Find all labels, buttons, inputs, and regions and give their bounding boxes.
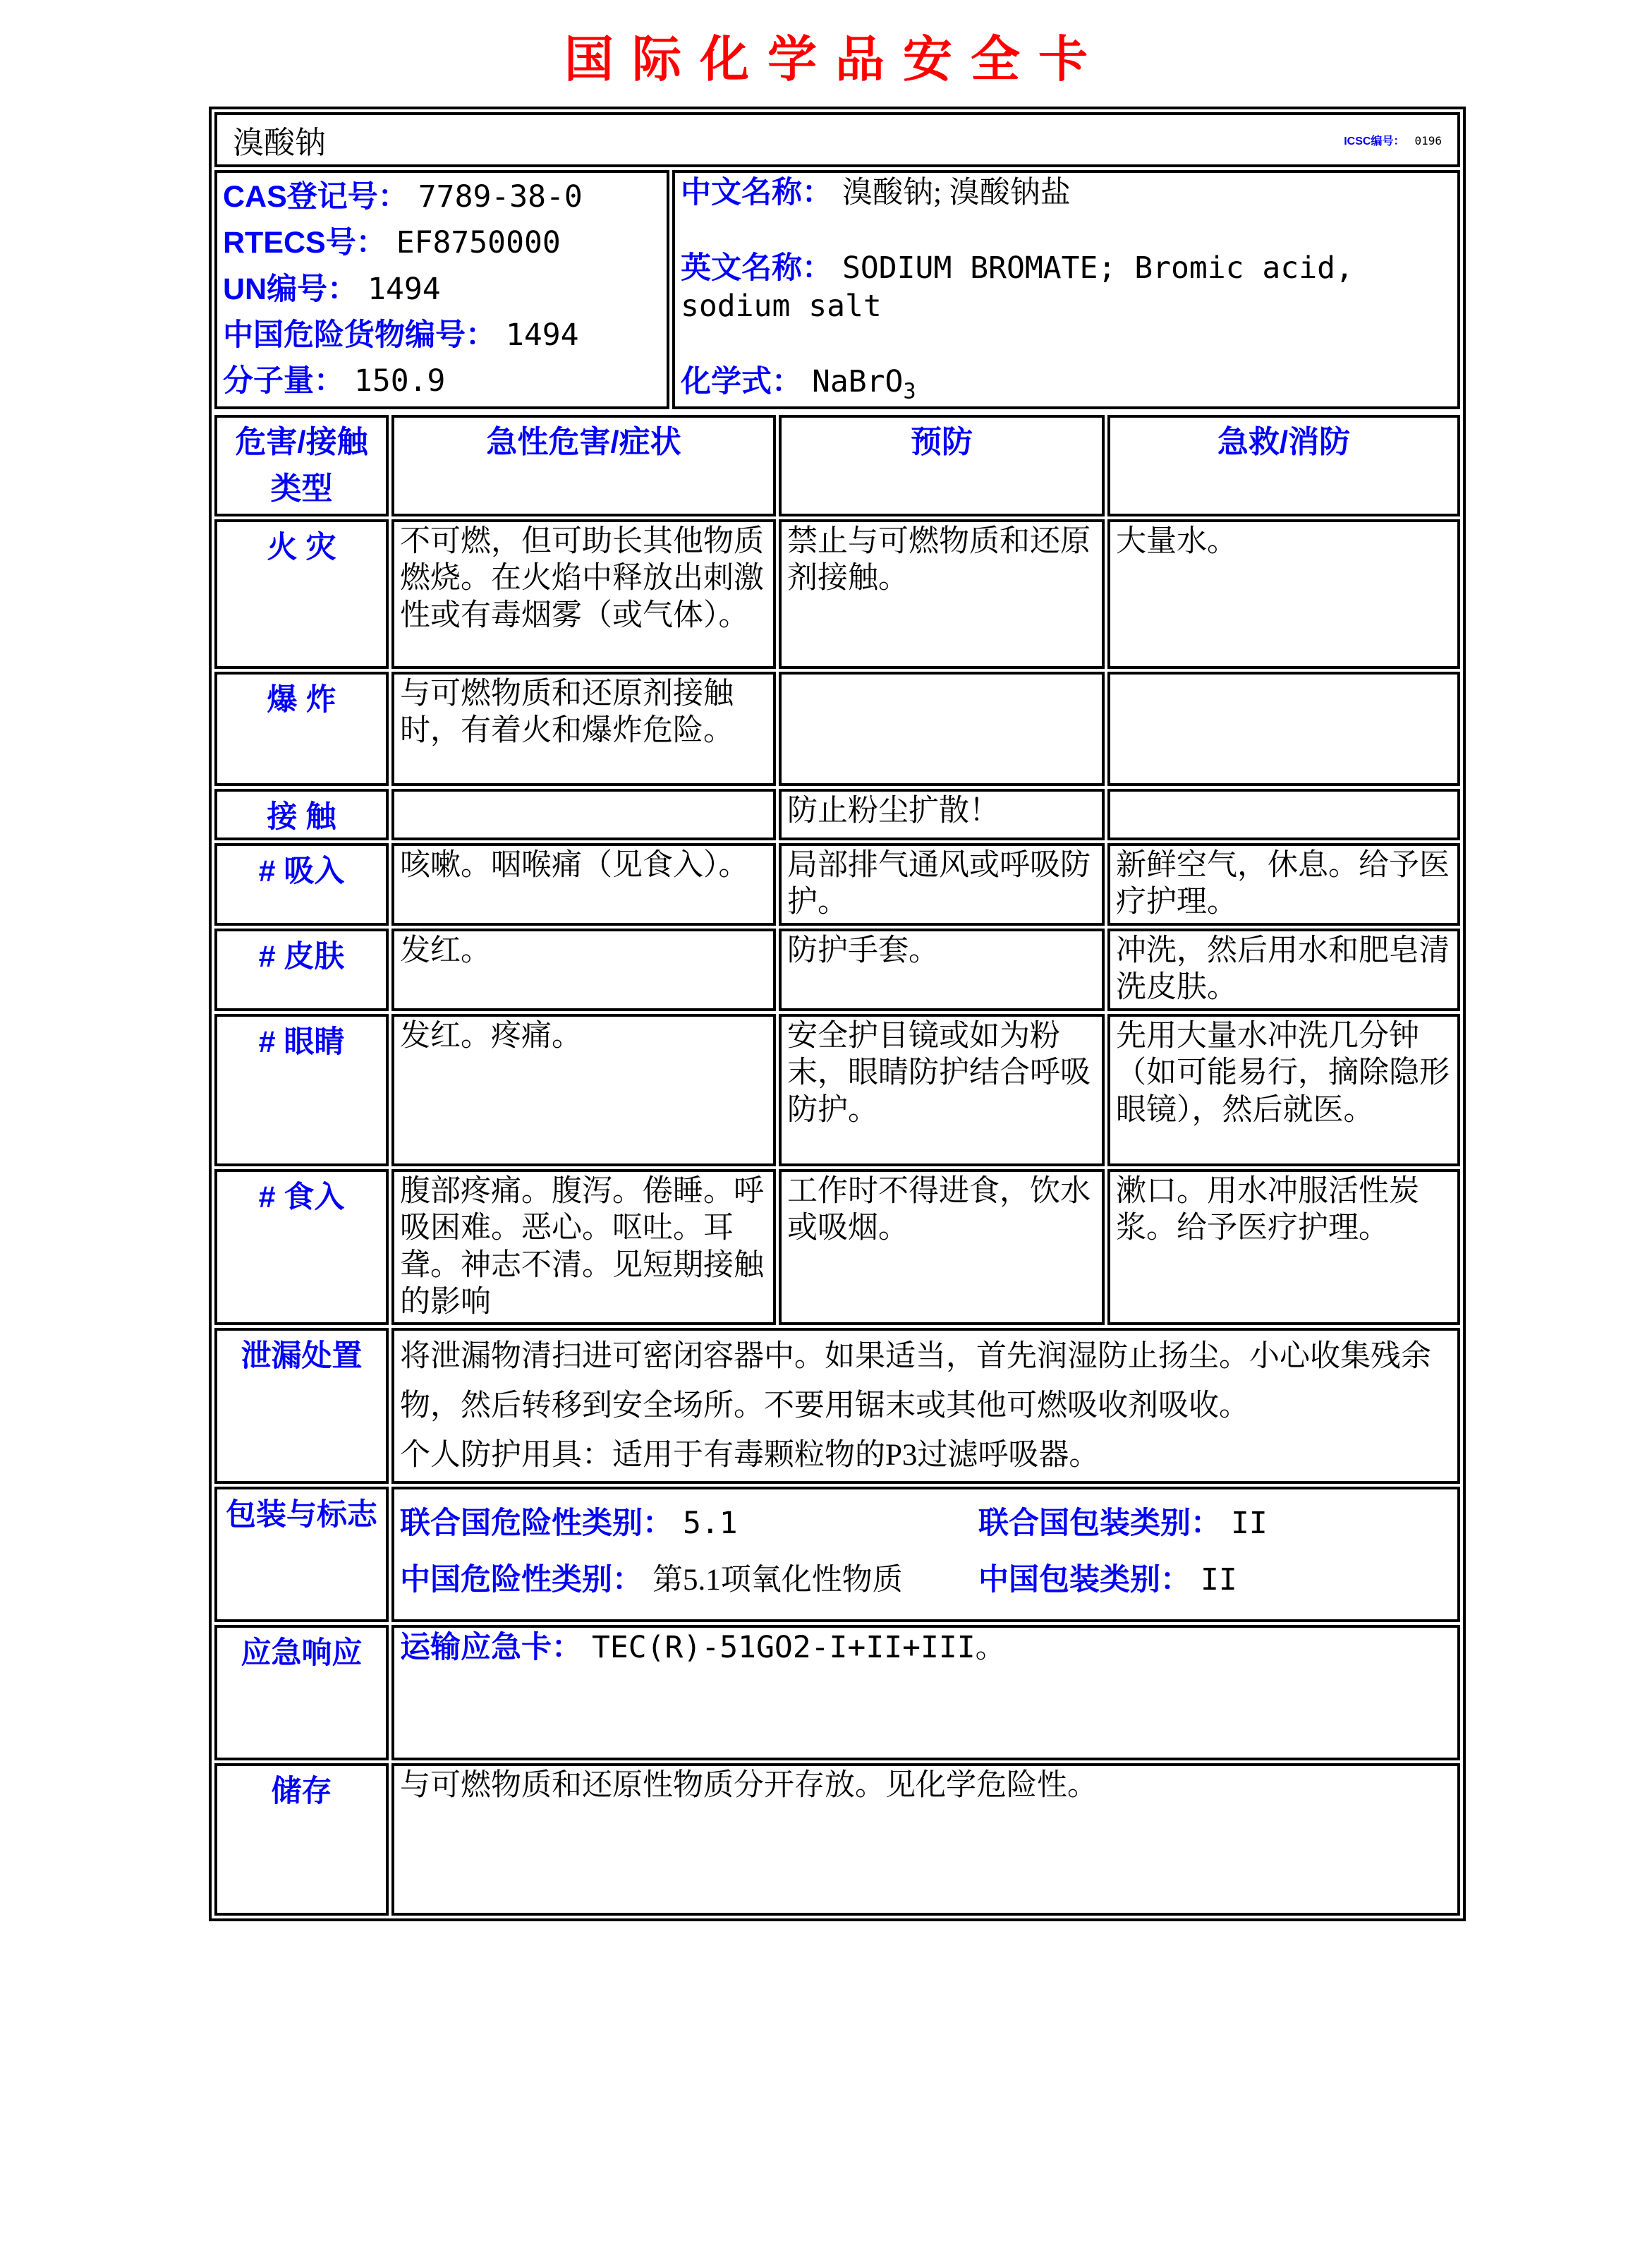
table-row-skin (214, 929, 1460, 1011)
un-packing-group-label: 联合国包装类别： (978, 1506, 1222, 1541)
fire-firstaid: 大量水。 (1107, 519, 1460, 669)
table-row-ingestion (214, 1169, 1460, 1326)
china-packing-group-pair (978, 1561, 1452, 1599)
ingestion-symptoms: 腹部疼痛。腹泻。倦睡。呼吸困难。恶心。呕吐。耳聋。神志不清。见短期接触的影响 (391, 1169, 776, 1326)
ingestion-firstaid: 漱口。用水冲服活性炭浆。给予医疗护理。 (1107, 1169, 1460, 1326)
emergency-response-cell (391, 1625, 1460, 1760)
chinese-name-value: 溴酸钠; 溴酸钠盐 (842, 176, 1071, 210)
formula-subscript: 3 (903, 379, 916, 404)
table-row-eyes (214, 1014, 1460, 1166)
un-hazard-class-label: 联合国危险性类别： (400, 1506, 673, 1541)
table-row-storage (214, 1763, 1460, 1916)
cas-number-value: 7789-38-0 (418, 179, 583, 214)
un-packing-group-value: II (1231, 1506, 1268, 1542)
page-title: 国际化学品安全卡 (564, 33, 1106, 87)
identification-table (212, 109, 1463, 412)
molecular-weight-line (223, 358, 661, 404)
un-number-value: 1494 (368, 271, 441, 307)
header-hazard-type: 危害/接触类型 (214, 415, 389, 516)
spill-disposal-text (391, 1328, 1460, 1484)
eyes-firstaid: 先用大量水冲洗几分钟（如可能易行，摘除隐形眼镜），然后就医。 (1107, 1014, 1460, 1166)
transport-emergency-card-label: 运输应急卡： (400, 1631, 582, 1665)
header-prevention: 预防 (779, 415, 1105, 516)
rtecs-number-value: EF8750000 (396, 225, 561, 261)
cas-number-line (223, 174, 661, 220)
inhalation-symptoms: 咳嗽。咽喉痛（见食入）。 (391, 843, 776, 926)
table-row-inhalation (214, 843, 1460, 926)
table-row-explosion (214, 672, 1460, 786)
china-dg-number-label: 中国危险货物编号： (223, 318, 496, 353)
hazard-table-header-row (214, 415, 1460, 516)
header-firstaid-firefighting: 急救/消防 (1107, 415, 1460, 516)
china-dg-number-value: 1494 (506, 318, 579, 353)
rtecs-number-label: RTECS号： (223, 226, 387, 260)
row-label-eyes: # 眼睛 (214, 1014, 389, 1166)
row-label-storage: 储存 (214, 1763, 389, 1916)
row-label-explosion: 爆 炸 (214, 672, 389, 786)
chemical-name: 溴酸钠 (233, 126, 326, 160)
china-hazard-class-pair (400, 1561, 978, 1599)
molecular-weight-label: 分子量： (223, 364, 344, 399)
row-label-emergency-response: 应急响应 (214, 1625, 389, 1760)
un-number-line (223, 267, 661, 313)
un-number-label: UN编号： (223, 272, 358, 306)
row-label-ingestion: # 食入 (214, 1169, 389, 1326)
english-name-value: SODIUM BROMATE; Bromic acid, sodium salt (681, 250, 1354, 324)
skin-prevention: 防护手套。 (779, 929, 1105, 1011)
un-packing-group-pair (978, 1505, 1452, 1542)
eyes-prevention: 安全护目镜或如为粉末，眼睛防护结合呼吸防护。 (779, 1014, 1105, 1166)
skin-symptoms: 发红。 (391, 929, 776, 1011)
table-row-spill-disposal (214, 1328, 1460, 1484)
english-name-label: 英文名称： (681, 250, 832, 285)
icsc-number (1344, 132, 1442, 148)
molecular-weight-value: 150.9 (354, 363, 446, 399)
exposure-prevention: 防止粉尘扩散！ (779, 789, 1105, 840)
header-acute-symptoms: 急性危害/症状 (391, 415, 776, 516)
chinese-name-line (681, 174, 1452, 212)
row-label-fire: 火 灾 (214, 519, 389, 669)
icsc-card (209, 107, 1466, 1921)
fire-symptoms: 不可燃，但可助长其他物质燃烧。在火焰中释放出刺激性或有毒烟雾（或气体）。 (391, 519, 776, 669)
chemical-formula-line (681, 363, 1452, 405)
english-name-line (681, 250, 1452, 326)
row-label-skin: # 皮肤 (214, 929, 389, 1011)
cas-number-label: CAS登记号： (223, 180, 408, 214)
exposure-symptoms (391, 789, 776, 840)
chemical-formula-label: 化学式： (681, 364, 802, 399)
skin-firstaid: 冲洗，然后用水和肥皂清洗皮肤。 (1107, 929, 1460, 1011)
inhalation-prevention: 局部排气通风或呼吸防护。 (779, 843, 1105, 926)
row-label-spill-disposal: 泄漏处置 (214, 1328, 389, 1484)
china-hazard-class-value: 第5.1项氧化性物质 (652, 1563, 903, 1597)
row-label-inhalation: # 吸入 (214, 843, 389, 926)
exposure-firstaid (1107, 789, 1460, 840)
chinese-name-label: 中文名称： (681, 176, 832, 210)
spill-paragraph-1: 将泄漏物清扫进可密闭容器中。如果适当，首先润湿防止扬尘。小心收集残余物，然后转移到安全场所。不要用锯末或其他可燃吸收剂吸收。 (400, 1340, 1431, 1423)
un-hazard-class-value: 5.1 (683, 1506, 738, 1542)
storage-text: 与可燃物质和还原性物质分开存放。见化学危险性。 (391, 1763, 1460, 1916)
table-row-fire (214, 519, 1460, 669)
inhalation-firstaid: 新鲜空气，休息。给予医疗护理。 (1107, 843, 1460, 926)
table-row-exposure (214, 789, 1460, 840)
icsc-number-label: ICSC编号： (1344, 135, 1405, 147)
packaging-labelling-cell (391, 1487, 1460, 1622)
icsc-number-value: 0196 (1414, 133, 1442, 147)
row-label-exposure: 接 触 (214, 789, 389, 840)
chemical-names-cell (672, 170, 1460, 409)
explosion-symptoms: 与可燃物质和还原剂接触时，有着火和爆炸危险。 (391, 672, 776, 786)
transport-emergency-card-value: TEC(R)-51GO2-I+II+III。 (592, 1630, 1006, 1666)
china-hazard-class-label: 中国危险性类别： (400, 1562, 643, 1597)
china-packing-group-label: 中国包装类别： (978, 1562, 1191, 1597)
rtecs-number-line (223, 220, 661, 266)
row-label-packaging-labelling: 包装与标志 (214, 1487, 389, 1622)
spill-paragraph-2: 个人防护用具：适用于有毒颗粒物的P3过滤呼吸器。 (400, 1438, 1100, 1472)
un-hazard-class-pair (400, 1505, 978, 1542)
chemical-name-row (214, 112, 1460, 167)
china-dg-number-line (223, 313, 661, 358)
registry-ids-cell (214, 170, 669, 409)
table-row-packaging-labelling (214, 1487, 1460, 1622)
fire-prevention: 禁止与可燃物质和还原剂接触。 (779, 519, 1105, 669)
hazard-table (212, 412, 1463, 1919)
chemical-formula-value: NaBrO$_3$ (812, 363, 916, 404)
explosion-prevention (779, 672, 1105, 786)
explosion-firstaid (1107, 672, 1460, 786)
eyes-symptoms: 发红。疼痛。 (391, 1014, 776, 1166)
table-row-emergency-response (214, 1625, 1460, 1760)
china-packing-group-value: II (1201, 1561, 1237, 1597)
ingestion-prevention: 工作时不得进食，饮水或吸烟。 (779, 1169, 1105, 1326)
